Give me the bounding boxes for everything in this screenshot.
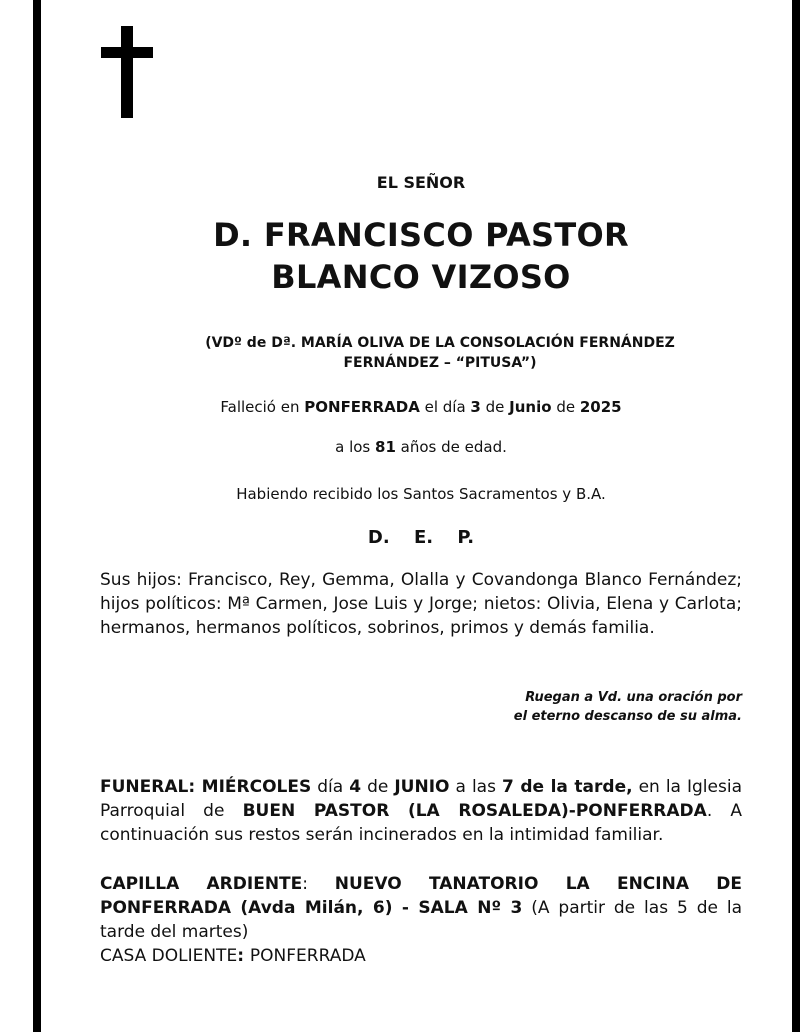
funeral-church: BUEN PASTOR (LA ROSALEDA)-PONFERRADA <box>242 801 707 821</box>
cross-vertical-bar <box>121 26 133 118</box>
death-prefix: Falleció en <box>220 398 305 416</box>
left-border <box>33 0 41 1032</box>
chapel-paragraph <box>100 872 742 944</box>
funeral-text: a las <box>449 777 502 797</box>
death-day: 3 <box>470 398 481 416</box>
chapel-separator: : <box>302 874 335 894</box>
age-prefix: a los <box>335 438 376 456</box>
cross-icon <box>101 26 153 118</box>
death-year: 2025 <box>579 398 622 416</box>
death-line <box>100 398 742 416</box>
chapel-label: CAPILLA ARDIENTE <box>100 874 303 894</box>
funeral-paragraph <box>100 775 742 847</box>
mourning-house-line <box>100 944 742 968</box>
prayer-request <box>440 688 742 726</box>
sacraments-line: Habiendo recibido los Santos Sacramentos y B.A. <box>236 485 606 503</box>
mourning-house-separator: : <box>237 946 250 966</box>
funeral-text: . A continuación sus restos serán incinerados en la intimidad familiar. <box>100 801 743 845</box>
death-month: Junio <box>509 398 552 416</box>
widow-line-2: FERNÁNDEZ – “PITUSA”) <box>343 355 537 371</box>
chapel-place: NUEVO TANATORIO LA ENCINA DE PONFERRADA (Avda Milán, 6) - SALA Nº 3 <box>100 874 743 918</box>
mourning-house-place: PONFERRADA <box>249 946 366 966</box>
death-text: de <box>480 398 510 416</box>
dep-line: D. E. P. <box>367 527 475 548</box>
deceased-name <box>100 214 742 298</box>
cross-horizontal-bar <box>101 47 153 58</box>
funeral-time: 7 de la tarde, <box>501 777 633 797</box>
death-place: PONFERRADA <box>304 398 420 416</box>
funeral-text: en la Iglesia Parroquial de <box>100 777 742 821</box>
age-suffix: años de edad. <box>395 438 507 456</box>
prayer-line-1: Ruegan a Vd. una oración por <box>525 690 742 705</box>
death-text: de <box>551 398 580 416</box>
funeral-month: JUNIO <box>394 777 450 797</box>
funeral-text: de <box>361 777 395 797</box>
age-value: 81 <box>375 438 396 456</box>
funeral-text: día <box>311 777 350 797</box>
heading: EL SEÑOR <box>376 173 466 192</box>
funeral-day: 4 <box>349 777 362 797</box>
mourning-house-label: CASA DOLIENTE <box>100 946 238 966</box>
widow-note <box>190 333 690 373</box>
age-line <box>100 438 742 456</box>
death-text: el día <box>419 398 471 416</box>
funeral-label: FUNERAL: MIÉRCOLES <box>100 777 312 797</box>
chapel-note: (A partir de las 5 de la tarde del martes) <box>100 898 743 942</box>
widow-line-1: (VDº de Dª. MARÍA OLIVA DE LA CONSOLACIÓN FERNÁNDEZ <box>205 335 675 351</box>
right-border <box>792 0 800 1032</box>
name-line-1: D. FRANCISCO PASTOR <box>213 216 629 254</box>
name-line-2: BLANCO VIZOSO <box>271 258 571 296</box>
prayer-line-2: el eterno descanso de su alma. <box>513 709 742 724</box>
family-paragraph: Sus hijos: Francisco, Rey, Gemma, Olalla y Covandonga Blanco Fernández; hijos políticos: Mª Carmen, Jose Luis y Jorge; nietos: Olivia, Elena y Carlota; hermanos, hermanos políticos, sobrinos, primos y demás familia. <box>100 570 742 638</box>
